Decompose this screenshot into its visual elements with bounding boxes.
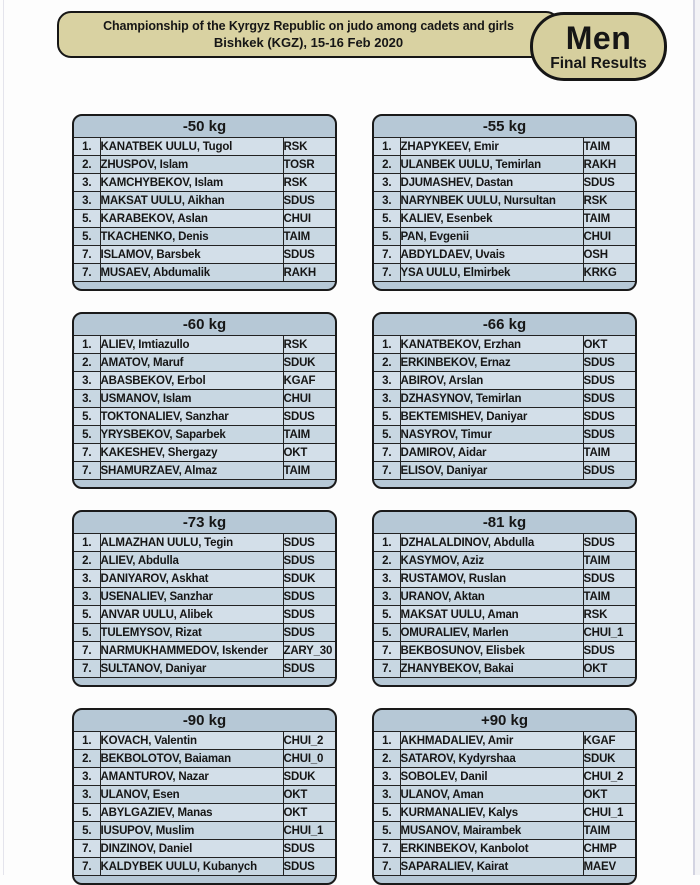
cell-rank: 1. xyxy=(374,534,400,552)
cell-rank: 3. xyxy=(74,192,100,210)
cell-name: KANATBEK UULU, Tugol xyxy=(100,138,283,156)
cell-rank: 3. xyxy=(374,768,400,786)
results-table xyxy=(374,137,635,282)
cell-rank: 7. xyxy=(74,660,100,678)
result-row xyxy=(374,210,635,228)
weight-category-header: -50 kg xyxy=(182,118,227,135)
cell-name: ISLAMOV, Barsbek xyxy=(100,246,283,264)
cell-club: OSH xyxy=(583,246,635,264)
result-row xyxy=(374,336,635,354)
result-row xyxy=(74,804,335,822)
cell-rank: 5. xyxy=(74,408,100,426)
cell-name: ABYLGAZIEV, Manas xyxy=(100,804,283,822)
cell-rank: 3. xyxy=(74,786,100,804)
cell-club: CHUI_2 xyxy=(583,768,635,786)
category-table xyxy=(72,510,337,687)
cell-club: RSK xyxy=(283,138,335,156)
cell-name: ALIEV, Imtiazullo xyxy=(100,336,283,354)
cell-name: MAKSAT UULU, Aman xyxy=(400,606,583,624)
cell-club: SDUS xyxy=(583,426,635,444)
cell-club: SDUS xyxy=(583,534,635,552)
cell-name: TOKTONALIEV, Sanzhar xyxy=(100,408,283,426)
cell-rank: 3. xyxy=(74,570,100,588)
cell-rank: 7. xyxy=(74,444,100,462)
result-row xyxy=(374,660,635,678)
cell-rank: 3. xyxy=(74,768,100,786)
cell-name: KURMANALIEV, Kalys xyxy=(400,804,583,822)
result-row xyxy=(74,354,335,372)
cell-rank: 3. xyxy=(374,786,400,804)
cell-club: CHUI_2 xyxy=(283,732,335,750)
results-table xyxy=(74,533,335,678)
cell-name: SHAMURZAEV, Almaz xyxy=(100,462,283,480)
cell-rank: 2. xyxy=(74,750,100,768)
cell-club: CHUI xyxy=(583,228,635,246)
cell-rank: 7. xyxy=(374,462,400,480)
badge-final-results-label: Final Results xyxy=(550,54,647,72)
cell-name: SATAROV, Kydyrshaa xyxy=(400,750,583,768)
cell-name: NARYNBEK UULU, Nursultan xyxy=(400,192,583,210)
cell-name: USMANOV, Islam xyxy=(100,390,283,408)
results-table xyxy=(374,533,635,678)
cell-rank: 2. xyxy=(374,750,400,768)
result-row xyxy=(374,732,635,750)
cell-name: DANIYAROV, Askhat xyxy=(100,570,283,588)
cell-club: TAIM xyxy=(283,228,335,246)
cell-name: NASYROV, Timur xyxy=(400,426,583,444)
result-row xyxy=(74,174,335,192)
result-row xyxy=(374,822,635,840)
cell-name: ABIROV, Arslan xyxy=(400,372,583,390)
result-row xyxy=(74,732,335,750)
result-row xyxy=(74,336,335,354)
result-row xyxy=(74,426,335,444)
result-row xyxy=(374,228,635,246)
title-bar xyxy=(57,11,560,58)
cell-club: SDUS xyxy=(583,642,635,660)
result-row xyxy=(74,822,335,840)
cell-club: RSK xyxy=(583,192,635,210)
cell-name: DINZINOV, Daniel xyxy=(100,840,283,858)
cell-rank: 7. xyxy=(74,462,100,480)
cell-club: RSK xyxy=(583,606,635,624)
result-row xyxy=(74,534,335,552)
cell-club: CHUI xyxy=(283,390,335,408)
cell-club: SDUS xyxy=(283,246,335,264)
cell-rank: 3. xyxy=(74,174,100,192)
result-row xyxy=(74,786,335,804)
result-row xyxy=(374,372,635,390)
cell-name: IUSUPOV, Muslim xyxy=(100,822,283,840)
cell-club: SDUS xyxy=(283,606,335,624)
result-row xyxy=(74,858,335,876)
cell-rank: 3. xyxy=(374,570,400,588)
cell-club: CHUI_1 xyxy=(583,804,635,822)
cell-name: OMURALIEV, Marlen xyxy=(400,624,583,642)
result-row xyxy=(74,750,335,768)
cell-club: CHUI_1 xyxy=(283,822,335,840)
result-row xyxy=(74,192,335,210)
cell-name: NARMUKHAMMEDOV, Iskender xyxy=(100,642,283,660)
cell-name: KALIEV, Esenbek xyxy=(400,210,583,228)
result-row xyxy=(374,858,635,876)
cell-name: ABASBEKOV, Erbol xyxy=(100,372,283,390)
result-row xyxy=(374,408,635,426)
cell-club: OKT xyxy=(283,444,335,462)
cell-rank: 2. xyxy=(74,552,100,570)
cell-club: SDUS xyxy=(583,390,635,408)
result-row xyxy=(374,156,635,174)
result-row xyxy=(74,840,335,858)
cell-rank: 5. xyxy=(374,210,400,228)
result-row xyxy=(374,804,635,822)
category-table xyxy=(372,114,637,291)
cell-club: SDUS xyxy=(283,408,335,426)
cell-rank: 1. xyxy=(74,534,100,552)
cell-name: AKHMADALIEV, Amir xyxy=(400,732,583,750)
cell-name: PAN, Evgenii xyxy=(400,228,583,246)
cell-name: AMANTUROV, Nazar xyxy=(100,768,283,786)
cell-club: TAIM xyxy=(583,444,635,462)
category-table xyxy=(372,708,637,885)
result-row xyxy=(374,588,635,606)
result-row xyxy=(374,426,635,444)
cell-club: MAEV xyxy=(583,858,635,876)
result-row xyxy=(74,246,335,264)
cell-name: KANATBEKOV, Erzhan xyxy=(400,336,583,354)
cell-club: CHUI_1 xyxy=(583,624,635,642)
cell-club: SDUS xyxy=(283,192,335,210)
cell-rank: 7. xyxy=(374,840,400,858)
result-row xyxy=(374,246,635,264)
cell-rank: 5. xyxy=(74,228,100,246)
page-edge-right xyxy=(693,0,695,875)
cell-club: SDUS xyxy=(583,462,635,480)
cell-rank: 2. xyxy=(374,354,400,372)
cell-rank: 3. xyxy=(74,390,100,408)
cell-club: SDUS xyxy=(583,408,635,426)
result-row xyxy=(74,228,335,246)
cell-club: TAIM xyxy=(583,138,635,156)
cell-club: SDUS xyxy=(283,588,335,606)
result-row xyxy=(374,552,635,570)
cell-name: ZHAPYKEEV, Emir xyxy=(400,138,583,156)
cell-club: KGAF xyxy=(283,372,335,390)
page-edge-left xyxy=(3,0,4,875)
cell-rank: 3. xyxy=(374,588,400,606)
result-row xyxy=(74,138,335,156)
cell-name: SULTANOV, Daniyar xyxy=(100,660,283,678)
cell-club: KGAF xyxy=(583,732,635,750)
cell-club: SDUS xyxy=(583,570,635,588)
result-row xyxy=(374,570,635,588)
cell-rank: 7. xyxy=(374,660,400,678)
cell-club: SDUS xyxy=(583,354,635,372)
cell-rank: 5. xyxy=(374,624,400,642)
cell-club: SDUS xyxy=(583,174,635,192)
cell-rank: 2. xyxy=(374,156,400,174)
weight-category-header: -73 kg xyxy=(182,514,227,531)
cell-name: ULANOV, Esen xyxy=(100,786,283,804)
cell-rank: 5. xyxy=(74,822,100,840)
cell-name: SAPARALIEV, Kairat xyxy=(400,858,583,876)
cell-club: OKT xyxy=(583,786,635,804)
result-row xyxy=(374,642,635,660)
result-row xyxy=(74,390,335,408)
cell-rank: 2. xyxy=(374,552,400,570)
cell-name: ERKINBEKOV, Ernaz xyxy=(400,354,583,372)
results-table xyxy=(74,335,335,480)
cell-name: KAKESHEV, Shergazy xyxy=(100,444,283,462)
cell-rank: 7. xyxy=(374,642,400,660)
cell-name: DAMIROV, Aidar xyxy=(400,444,583,462)
result-row xyxy=(74,642,335,660)
cell-club: SDUS xyxy=(283,552,335,570)
cell-club: SDUS xyxy=(283,534,335,552)
cell-rank: 7. xyxy=(74,840,100,858)
result-row xyxy=(74,660,335,678)
gender-badge xyxy=(530,12,667,81)
cell-rank: 5. xyxy=(374,606,400,624)
cell-club: SDUS xyxy=(583,372,635,390)
cell-name: ERKINBEKOV, Kanbolot xyxy=(400,840,583,858)
cell-club: OKT xyxy=(283,786,335,804)
cell-name: KASYMOV, Aziz xyxy=(400,552,583,570)
cell-rank: 7. xyxy=(374,444,400,462)
cell-rank: 7. xyxy=(374,858,400,876)
cell-rank: 3. xyxy=(374,390,400,408)
category-table xyxy=(72,708,337,885)
cell-rank: 5. xyxy=(74,624,100,642)
cell-name: DJUMASHEV, Dastan xyxy=(400,174,583,192)
weight-category-header: +90 kg xyxy=(480,712,529,729)
weight-category-header: -90 kg xyxy=(182,712,227,729)
cell-name: URANOV, Aktan xyxy=(400,588,583,606)
cell-rank: 5. xyxy=(374,822,400,840)
result-row xyxy=(74,444,335,462)
cell-rank: 5. xyxy=(74,210,100,228)
cell-rank: 7. xyxy=(74,264,100,282)
cell-club: TAIM xyxy=(283,426,335,444)
cell-rank: 1. xyxy=(374,336,400,354)
tables-grid xyxy=(72,114,637,885)
cell-rank: 5. xyxy=(374,804,400,822)
cell-club: TAIM xyxy=(583,588,635,606)
cell-rank: 7. xyxy=(74,858,100,876)
result-row xyxy=(374,138,635,156)
result-row xyxy=(374,174,635,192)
category-table xyxy=(372,312,637,489)
result-row xyxy=(374,444,635,462)
result-row xyxy=(74,570,335,588)
category-table xyxy=(372,510,637,687)
cell-rank: 2. xyxy=(74,156,100,174)
cell-name: DZHASYNOV, Temirlan xyxy=(400,390,583,408)
cell-rank: 5. xyxy=(374,426,400,444)
cell-club: RAKH xyxy=(283,264,335,282)
cell-rank: 1. xyxy=(74,138,100,156)
result-row xyxy=(74,768,335,786)
cell-club: CHUI_0 xyxy=(283,750,335,768)
result-row xyxy=(74,264,335,282)
result-row xyxy=(374,750,635,768)
result-row xyxy=(374,354,635,372)
cell-club: RSK xyxy=(283,174,335,192)
cell-club: SDUK xyxy=(583,750,635,768)
cell-name: RUSTAMOV, Ruslan xyxy=(400,570,583,588)
cell-club: TOSR xyxy=(283,156,335,174)
result-row xyxy=(74,624,335,642)
cell-rank: 3. xyxy=(374,174,400,192)
category-table xyxy=(72,114,337,291)
cell-club: SDUS xyxy=(283,624,335,642)
result-row xyxy=(374,534,635,552)
cell-name: KAMCHYBEKOV, Islam xyxy=(100,174,283,192)
result-row xyxy=(74,588,335,606)
cell-club: SDUK xyxy=(283,768,335,786)
results-table xyxy=(74,731,335,876)
cell-rank: 3. xyxy=(74,588,100,606)
cell-club: OKT xyxy=(283,804,335,822)
cell-club: TAIM xyxy=(283,462,335,480)
cell-name: AMATOV, Maruf xyxy=(100,354,283,372)
results-table xyxy=(374,335,635,480)
cell-name: YSA UULU, Elmirbek xyxy=(400,264,583,282)
cell-name: MUSANOV, Mairambek xyxy=(400,822,583,840)
cell-name: ALIEV, Abdulla xyxy=(100,552,283,570)
cell-rank: 1. xyxy=(374,138,400,156)
cell-rank: 1. xyxy=(74,336,100,354)
cell-name: ULANOV, Aman xyxy=(400,786,583,804)
cell-club: SDUK xyxy=(283,354,335,372)
cell-name: SOBOLEV, Danil xyxy=(400,768,583,786)
result-row xyxy=(74,606,335,624)
cell-club: ZARY_30 xyxy=(283,642,335,660)
cell-name: BEKTEMISHEV, Daniyar xyxy=(400,408,583,426)
cell-club: SDUS xyxy=(283,660,335,678)
result-row xyxy=(374,768,635,786)
result-row xyxy=(374,624,635,642)
cell-rank: 7. xyxy=(374,264,400,282)
cell-rank: 1. xyxy=(74,732,100,750)
cell-rank: 3. xyxy=(74,372,100,390)
event-title: Championship of the Kyrgyz Republic on judo among cadets and girls xyxy=(103,19,514,33)
cell-name: KARABEKOV, Aslan xyxy=(100,210,283,228)
cell-name: YRYSBEKOV, Saparbek xyxy=(100,426,283,444)
cell-club: SDUK xyxy=(283,570,335,588)
cell-club: RSK xyxy=(283,336,335,354)
cell-club: SDUS xyxy=(283,840,335,858)
result-row xyxy=(374,264,635,282)
weight-category-header: -55 kg xyxy=(482,118,527,135)
results-table xyxy=(74,137,335,282)
cell-name: ABDYLDAEV, Uvais xyxy=(400,246,583,264)
cell-name: MAKSAT UULU, Aikhan xyxy=(100,192,283,210)
page-edge-right-pane xyxy=(695,0,700,875)
cell-rank: 3. xyxy=(374,192,400,210)
result-row xyxy=(74,552,335,570)
cell-name: TKACHENKO, Denis xyxy=(100,228,283,246)
cell-club: OKT xyxy=(583,660,635,678)
cell-rank: 2. xyxy=(74,354,100,372)
result-row xyxy=(374,192,635,210)
category-table xyxy=(72,312,337,489)
cell-name: ZHANYBEKOV, Bakai xyxy=(400,660,583,678)
cell-name: ZHUSPOV, Islam xyxy=(100,156,283,174)
weight-category-header: -60 kg xyxy=(182,316,227,333)
cell-name: ALMAZHAN UULU, Tegin xyxy=(100,534,283,552)
cell-club: KRKG xyxy=(583,264,635,282)
cell-name: ULANBEK UULU, Temirlan xyxy=(400,156,583,174)
cell-rank: 5. xyxy=(74,804,100,822)
cell-name: BEKBOSUNOV, Elisbek xyxy=(400,642,583,660)
result-row xyxy=(374,390,635,408)
cell-rank: 5. xyxy=(374,228,400,246)
cell-club: RAKH xyxy=(583,156,635,174)
cell-name: USENALIEV, Sanzhar xyxy=(100,588,283,606)
cell-club: TAIM xyxy=(583,552,635,570)
cell-club: SDUS xyxy=(283,858,335,876)
cell-club: CHMP xyxy=(583,840,635,858)
cell-rank: 7. xyxy=(74,246,100,264)
cell-name: DZHALALDINOV, Abdulla xyxy=(400,534,583,552)
result-row xyxy=(74,372,335,390)
result-row xyxy=(74,210,335,228)
result-row xyxy=(74,462,335,480)
results-table xyxy=(374,731,635,876)
event-location-date: Bishkek (KGZ), 15-16 Feb 2020 xyxy=(213,35,404,50)
weight-category-header: -66 kg xyxy=(482,316,527,333)
cell-rank: 7. xyxy=(74,642,100,660)
cell-rank: 7. xyxy=(374,246,400,264)
cell-name: TULEMYSOV, Rizat xyxy=(100,624,283,642)
cell-club: CHUI xyxy=(283,210,335,228)
result-row xyxy=(374,840,635,858)
cell-rank: 1. xyxy=(374,732,400,750)
weight-category-header: -81 kg xyxy=(482,514,527,531)
badge-gender-label: Men xyxy=(565,19,632,56)
cell-name: BEKBOLOTOV, Baiaman xyxy=(100,750,283,768)
result-row xyxy=(374,786,635,804)
cell-name: ELISOV, Daniyar xyxy=(400,462,583,480)
cell-name: KOVACH, Valentin xyxy=(100,732,283,750)
cell-rank: 5. xyxy=(74,426,100,444)
cell-name: ANVAR UULU, Alibek xyxy=(100,606,283,624)
result-row xyxy=(374,462,635,480)
cell-rank: 5. xyxy=(374,408,400,426)
result-row xyxy=(374,606,635,624)
cell-rank: 3. xyxy=(374,372,400,390)
cell-name: MUSAEV, Abdumalik xyxy=(100,264,283,282)
result-row xyxy=(74,408,335,426)
result-row xyxy=(74,156,335,174)
cell-club: TAIM xyxy=(583,822,635,840)
cell-club: OKT xyxy=(583,336,635,354)
cell-name: KALDYBEK UULU, Kubanych xyxy=(100,858,283,876)
cell-club: TAIM xyxy=(583,210,635,228)
cell-rank: 5. xyxy=(74,606,100,624)
